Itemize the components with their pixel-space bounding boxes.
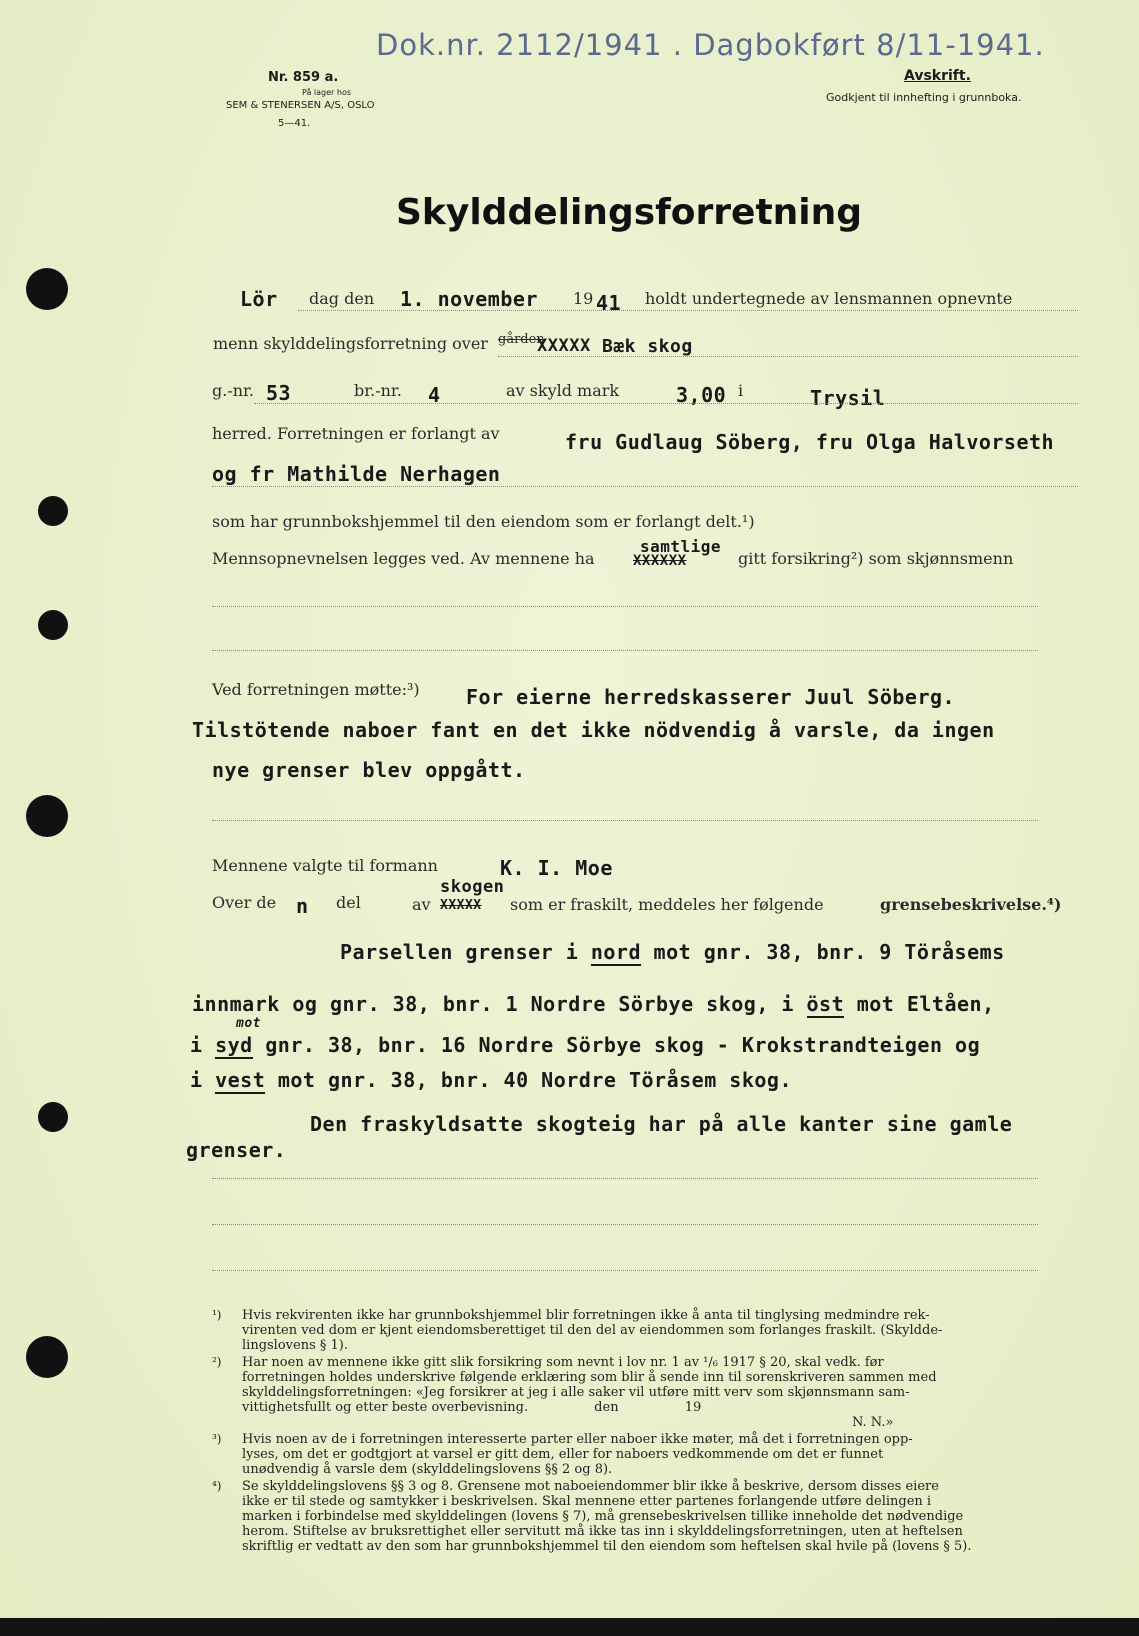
over-struck: XXXXX bbox=[440, 898, 482, 913]
direction-north: nord bbox=[590, 940, 641, 964]
formann-name: K. I. Moe bbox=[500, 856, 613, 880]
gnr-label: g.-nr. bbox=[212, 381, 255, 400]
over-av: av bbox=[412, 895, 431, 914]
footnote-line: unødvendig å varsle dem (skylddelingslovens §§ 2 og 8). bbox=[242, 1462, 613, 1477]
footnote-number: ¹) bbox=[212, 1308, 222, 1322]
direction-south: syd bbox=[215, 1033, 253, 1057]
over-pre: Over de bbox=[212, 893, 277, 912]
grense-text: i bbox=[190, 1033, 203, 1057]
scan-border bbox=[0, 1618, 1139, 1636]
footnote-line: skylddelingsforretningen: «Jeg forsikrer at jeg i alle saker vil utføre mitt verv som skjønnsmann sam- bbox=[242, 1385, 910, 1400]
skyld-label: av skyld mark bbox=[506, 381, 620, 400]
year-suffix: 41 bbox=[596, 291, 622, 315]
footnote-line: Hvis noen av de i forretningen interesserte parter eller naboer ikke møter, må det i forretningen opp- bbox=[242, 1432, 913, 1447]
footnote-line: Hvis rekvirenten ikke har grunnbokshjemmel blir forretningen ikke å anta til tinglysing medmindre rek- bbox=[242, 1308, 930, 1323]
form-number: Nr. 859 a. bbox=[268, 70, 339, 85]
footnote-line: ikke er til stede og samtykker i beskrivelsen. Skal mennene etter partenes forlangende utføre delingen i bbox=[242, 1494, 932, 1509]
date-value: 1. november bbox=[400, 287, 538, 311]
avskrift-label: Avskrift. bbox=[904, 68, 971, 84]
punch-hole bbox=[26, 795, 68, 837]
grense-line-1 bbox=[340, 940, 1005, 964]
registration-stamp: Dok.nr. 2112/1941 . Dagbokført 8/11-1941. bbox=[376, 28, 1045, 62]
mote-line-2: Tilstötende naboer fant en det ikke nödvendig å varsle, da ingen bbox=[192, 718, 995, 742]
footnote-line: forretningen holdes underskrive følgende erklæring som blir å sende inn til sorenskriveren sammen med bbox=[242, 1370, 937, 1385]
grense-text: Parsellen grenser i bbox=[340, 940, 579, 964]
page-title: Skylddelingsforretning bbox=[396, 192, 863, 233]
footnote-number: ³) bbox=[212, 1432, 222, 1446]
direction-west: vest bbox=[215, 1068, 266, 1092]
grense-line-5: Den fraskyldsatte skogteig har på alle kanter sine gamle bbox=[310, 1112, 1013, 1136]
line5-text: som har grunnbokshjemmel til den eiendom som er forlangt delt.¹) bbox=[212, 512, 755, 531]
grense-line-6: grenser. bbox=[186, 1138, 287, 1162]
footnote-line: lyses, om det er godtgjort at varsel er gitt dem, eller for naboers vedkommende om det er funnet bbox=[242, 1447, 884, 1462]
footnote-line: N. N.» bbox=[852, 1415, 894, 1430]
requesters-2: og fr Mathilde Nerhagen bbox=[212, 462, 501, 486]
grense-line-3 bbox=[190, 1033, 980, 1057]
dag-den-label: dag den bbox=[309, 289, 375, 308]
over-del: del bbox=[336, 893, 361, 912]
over-n: n bbox=[296, 894, 309, 918]
over-bold: grensebeskrivelse.⁴) bbox=[880, 895, 1062, 914]
punch-hole bbox=[26, 268, 68, 310]
line6-struck: XXXXXX bbox=[633, 553, 687, 569]
mote-line-1: For eierne herredskasserer Juul Söberg. bbox=[466, 685, 956, 709]
footnote-2 bbox=[212, 1355, 1052, 1430]
grense-line-4 bbox=[190, 1068, 792, 1092]
formann-label: Mennene valgte til formann bbox=[212, 856, 438, 875]
publisher-small: På lager hos bbox=[302, 88, 351, 97]
struck-garden: gården bbox=[498, 332, 545, 347]
punch-hole bbox=[38, 496, 68, 526]
grense-line-2 bbox=[192, 992, 995, 1016]
footnote-1 bbox=[212, 1308, 1052, 1353]
punch-hole bbox=[38, 610, 68, 640]
mote-line-3: nye grenser blev oppgått. bbox=[212, 758, 526, 782]
footnote-3 bbox=[212, 1432, 1052, 1477]
grense-text: gnr. 38, bnr. 16 Nordre Sörbye skog - Krokstrandteigen og bbox=[265, 1033, 981, 1057]
year-prefix: 19 bbox=[573, 289, 594, 308]
over-post: som er fraskilt, meddeles her følgende bbox=[510, 895, 824, 914]
footnote-number: ²) bbox=[212, 1355, 222, 1369]
grense-text: i bbox=[190, 1068, 203, 1092]
footnote-line: virenten ved dom er kjent eiendomsberettiget til den del av eiendommen som forlanges fraskilt. (Skyldde- bbox=[242, 1323, 943, 1338]
footnotes bbox=[212, 1308, 1052, 1554]
mote-label: Ved forretningen møtte:³) bbox=[212, 680, 420, 699]
footnote-line: skriftlig er vedtatt av den som har grunnbokshjemmel til den eiendom som heftelsen skal hvile på (lovens § 5). bbox=[242, 1539, 972, 1554]
municipality: Trysil bbox=[810, 386, 886, 410]
footnote-line: lingslovens § 1). bbox=[242, 1338, 348, 1353]
grense-text: innmark og gnr. 38, bnr. 1 Nordre Sörbye skog, i bbox=[192, 992, 794, 1016]
i-label: i bbox=[738, 381, 744, 400]
weekday: Lör bbox=[240, 287, 278, 311]
line1-text: holdt undertegnede av lensmannen opnevnte bbox=[645, 289, 1013, 308]
bnr-label: br.-nr. bbox=[354, 381, 402, 400]
footnote-line: vittighetsfullt og etter beste overbevisning. den 19 bbox=[242, 1400, 702, 1415]
punch-hole bbox=[26, 1336, 68, 1378]
struck-typed: XXXXX bbox=[537, 336, 591, 356]
direction-east: öst bbox=[806, 992, 845, 1016]
grense-text: mot gnr. 38, bnr. 9 Töråsems bbox=[653, 940, 1005, 964]
line2-text: menn skylddelingsforretning over bbox=[213, 334, 488, 353]
publisher: SEM & STENERSEN A/S, OSLO bbox=[226, 100, 375, 111]
skyld-value: 3,00 bbox=[676, 383, 727, 407]
requesters: fru Gudlaug Söberg, fru Olga Halvorseth bbox=[565, 430, 1055, 454]
property-name: Bæk skog bbox=[602, 336, 693, 357]
print-date: 5—41. bbox=[278, 118, 311, 129]
line6-inserted: samtlige bbox=[640, 537, 722, 556]
godkjent-label: Godkjent til innhefting i grunnboka. bbox=[826, 91, 1022, 104]
footnote-number: ⁴) bbox=[212, 1479, 222, 1493]
grense-inserted-mot: mot bbox=[236, 1016, 261, 1031]
grense-text: mot Eltåen, bbox=[856, 992, 995, 1016]
gnr-value: 53 bbox=[266, 381, 292, 405]
footnote-4 bbox=[212, 1479, 1052, 1554]
footnote-line: herom. Stiftelse av bruksrettighet eller servitutt må ikke tas inn i skylddelingsforretningen, uten at heftelsen bbox=[242, 1524, 963, 1539]
grense-text: mot gnr. 38, bnr. 40 Nordre Töråsem skog. bbox=[277, 1068, 792, 1092]
over-inserted: skogen bbox=[440, 877, 505, 897]
line6-pre: Mennsopnevnelsen legges ved. Av mennene ha bbox=[212, 549, 595, 568]
punch-hole bbox=[38, 1102, 68, 1132]
footnote-line: Se skylddelingslovens §§ 3 og 8. Grensene mot naboeiendommer blir ikke å beskrive, dersom disses eiere bbox=[242, 1479, 939, 1494]
bnr-value: 4 bbox=[428, 383, 441, 407]
line4-text: herred. Forretningen er forlangt av bbox=[212, 424, 500, 443]
footnote-line: Har noen av mennene ikke gitt slik forsikring som nevnt i lov nr. 1 av ¹/₆ 1917 § 20, skal vedk. før bbox=[242, 1355, 884, 1370]
footnote-line: marken i forbindelse med skylddelingen (lovens § 7), må grensebeskrivelsen tillike inneholde det nødvendige bbox=[242, 1509, 964, 1524]
line6-post: gitt forsikring²) som skjønnsmenn bbox=[738, 549, 1014, 568]
